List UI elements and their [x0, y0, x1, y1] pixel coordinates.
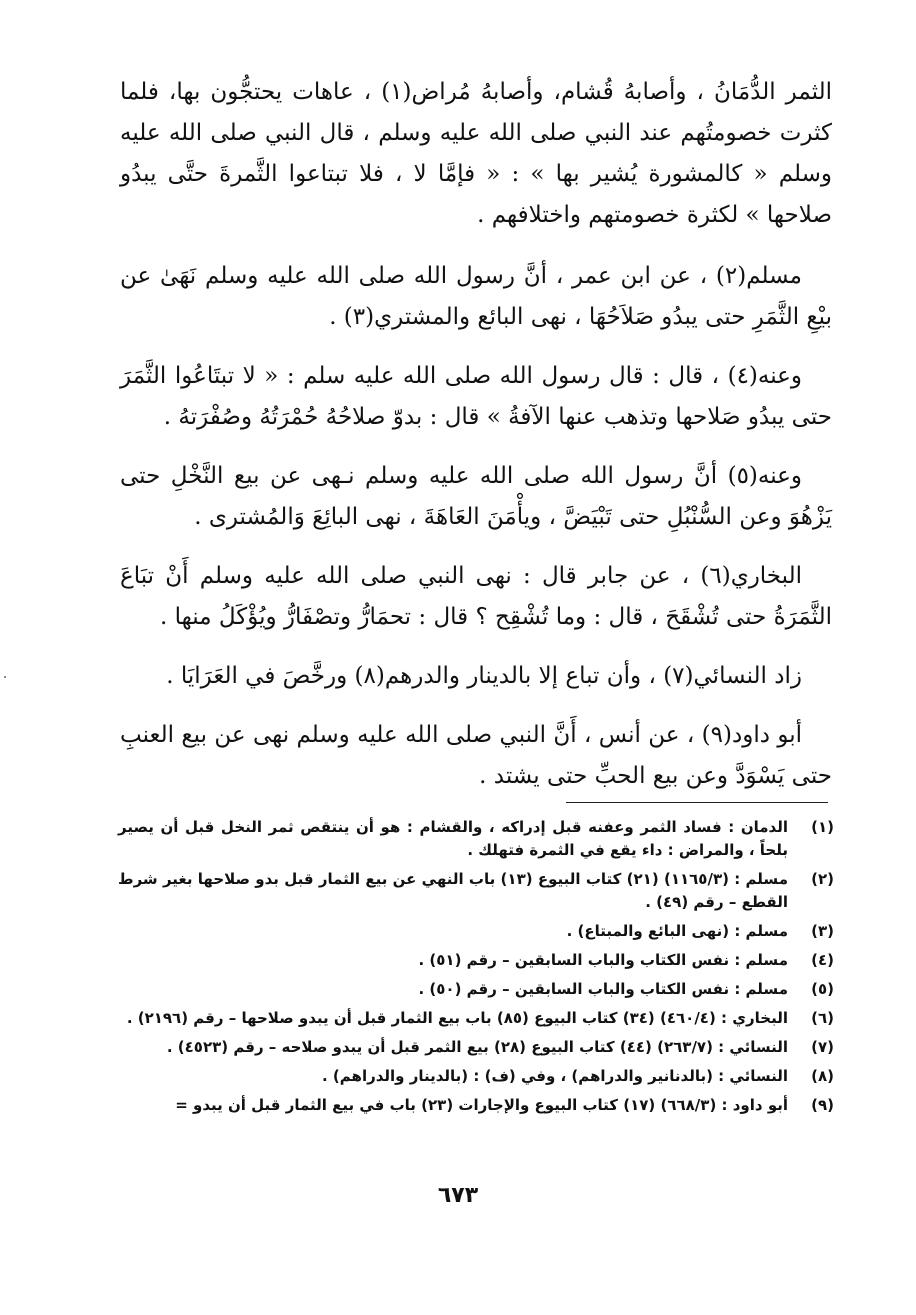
- footnote-number: (٩): [811, 1096, 834, 1114]
- footnote-text: الدمان : فساد الثمر وعفنه قبل إدراكه ، والقشام : هو أن ينتقص ثمر النخل قبل أن يصير بلحاً ، والمراض : داء يقع في الثمرة فتهلك .: [118, 818, 788, 859]
- footnote-number: (٧): [811, 1038, 834, 1056]
- footnote: [118, 1007, 834, 1030]
- footnote-text: مسلم : (نهى البائع والمبتاع) .: [566, 922, 788, 940]
- footnote-divider: [566, 802, 828, 803]
- footnotes: [118, 816, 834, 1123]
- footnote: [118, 868, 834, 914]
- footnote-number: (٦): [811, 1009, 834, 1027]
- paragraph: أبو داود(٩) ، عن أنس ، أَنَّ النبي صلى الله عليه وسلم نهى عن بيع العنبِ حتى يَسْوَدَّ وعن بيع الحبِّ حتى يشتد .: [120, 722, 832, 789]
- footnote: [118, 949, 834, 972]
- footnote-number: (٤): [811, 951, 834, 969]
- footnote-number: (٢): [811, 870, 834, 888]
- footnote-number: (٥): [811, 980, 834, 998]
- footnote-number: (١): [811, 818, 834, 836]
- footnote-text: مسلم : (١١٦٥/٣) (٢١) كتاب البيوع (١٣) باب النهي عن بيع الثمار قبل بدو صلاحها بغير شرط القطع – رقم (٤٩) .: [118, 870, 788, 911]
- paragraph: زاد النسائي(٧) ، وأن تباع إلا بالدينار والدرهم(٨) ورخَّصَ في العَرَايَا .: [166, 663, 802, 689]
- footnote: [118, 1036, 834, 1059]
- footnote-text: البخاري : (٤٦٠/٤) (٣٤) كتاب البيوع (٨٥) باب بيع الثمار قبل أن يبدو صلاحها – رقم (٢١٩٦) .: [126, 1009, 788, 1027]
- footnote: [118, 920, 834, 943]
- footnote-number: (٣): [811, 922, 834, 940]
- paragraph: وعنه(٤) ، قال : قال رسول الله صلى الله عليه سلم : « لا تبتَاعُوا الثَّمَرَ حتى يبدُو صَلاحها وتذهب عنها الآفةُ » قال : بدوّ صلاحُهُ حُمْرَتُهُ وصُفْرَتهُ .: [120, 363, 832, 430]
- footnote: [118, 1094, 834, 1117]
- paragraph: البخاري(٦) ، عن جابر قال : نهى النبي صلى الله عليه وسلم أَنْ تبَاعَ الثَّمَرَةُ حتى تُشْقَحَ ، قال : وما تُشْقِح ؟ قال : تحمَارُّ وتصْفَارُّ ويُؤْكَلُ منها .: [120, 563, 832, 630]
- footnote-number: (٨): [811, 1067, 834, 1085]
- footnote: [118, 978, 834, 1001]
- page-number: ٦٧٣: [437, 1183, 479, 1208]
- main-text: [120, 72, 832, 815]
- paragraph: وعنه(٥) أنَّ رسول الله صلى الله عليه وسلم نـهى عن بيع النَّخْلِ حتى يَزْهُوَ وعن السُّنْبُلِ حتى تَبْيَضَّ ، ويأْمَنَ العَاهَةَ ، نهى البائِعَ وَالمُشترى .: [120, 463, 832, 530]
- footnote-text: أبو داود : (٦٦٨/٣) (١٧) كتاب البيوع والإجارات (٢٣) باب في بيع الثمار قبل أن يبدو =: [175, 1096, 788, 1114]
- paragraph: الثمر الدُّمَانُ ، وأصابهُ قُشام، وأصابهُ مُراض(١) ، عاهات يحتجُّون بها، فلما كثرت خصومتُهم عند النبي صلى الله عليه وسلم ، قال النبي صلى الله عليه وسلم « كالمشورة يُشير بها » : « فإمَّا لا ، فلا تبتاعوا الثَّمرةَ حتَّى يبدُو صلاحها » لكثرة خصومتهم واختلافهم .: [120, 79, 832, 228]
- footnote-text: مسلم : نفس الكتاب والباب السابقين – رقم (٥٠) .: [418, 980, 788, 998]
- scan-speck: [4, 676, 6, 678]
- footnote: [118, 1065, 834, 1088]
- footnote-text: النسائي : (٢٦٣/٧) (٤٤) كتاب البيوع (٢٨) بيع الثمر قبل أن يبدو صلاحه – رقم (٤٥٢٣) .: [166, 1038, 788, 1056]
- paragraph: مسلم(٢) ، عن ابن عمر ، أنَّ رسول الله صلى الله عليه وسلم نَهَىٰ عن بيْعِ الثَّمَرِ حتى يبدُو صَلاَحُهَا ، نهى البائع والمشتري(٣) .: [120, 263, 832, 330]
- footnote: [118, 816, 834, 862]
- footnote-text: مسلم : نفس الكتاب والباب السابقين – رقم (٥١) .: [418, 951, 788, 969]
- footnote-text: النسائي : (بالدنانير والدراهم) ، وفي (ف) : (بالدينار والدراهم) .: [322, 1067, 788, 1085]
